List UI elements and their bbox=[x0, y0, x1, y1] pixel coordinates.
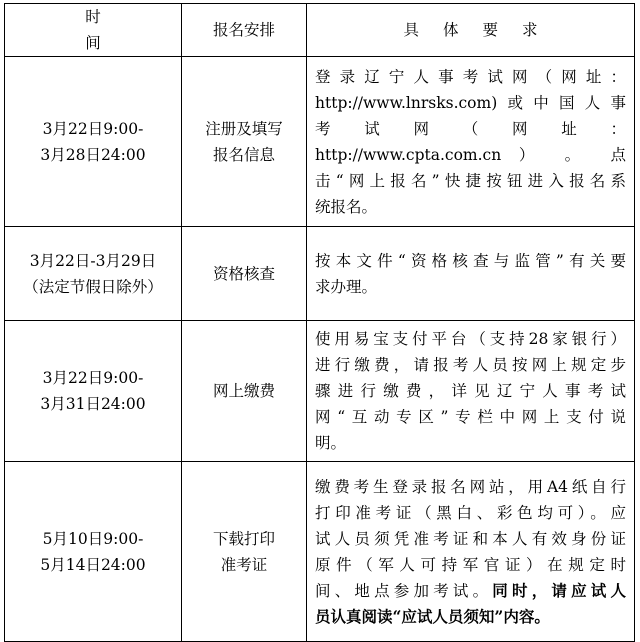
requirement-line: http://www.lnrsks.com)或中国人事 bbox=[315, 93, 626, 112]
header-requirements: 具体要求 bbox=[307, 4, 635, 57]
requirement-cell bbox=[307, 462, 635, 642]
table-row bbox=[5, 227, 635, 321]
requirement-line: 网“互动专区”专栏中网上支付说 bbox=[315, 408, 626, 426]
requirement-cell bbox=[307, 321, 635, 462]
table-header-row bbox=[5, 4, 635, 57]
requirement-line: 登录辽宁人事考试网（网址： bbox=[315, 67, 626, 86]
time-line: 5月14日24:00 bbox=[40, 555, 146, 574]
requirement-line: http://www.cpta.com.cn ） 。 点 bbox=[315, 145, 626, 164]
time-line: 3月31日24:00 bbox=[40, 395, 146, 413]
item-cell bbox=[182, 321, 307, 462]
requirement-cell bbox=[307, 57, 635, 227]
requirement-line: 缴费考生登录报名网站，用A4纸自行 bbox=[315, 477, 626, 496]
table-row bbox=[5, 57, 635, 227]
item-cell bbox=[182, 57, 307, 227]
time-cell bbox=[5, 462, 182, 642]
requirement-line: 进行缴费，请报考人员按网上规定步 bbox=[315, 356, 626, 374]
requirement-line: 统报名。 bbox=[315, 197, 378, 216]
requirement-text: 间、地点参加考试。 bbox=[315, 581, 493, 600]
item-cell bbox=[182, 227, 307, 321]
time-cell bbox=[5, 227, 182, 321]
item-line: 准考证 bbox=[220, 555, 268, 574]
requirement-line: 考 试 网 （ 网 址 ： bbox=[315, 119, 626, 138]
requirement-line: 击“网上报名”快捷按钮进入报名系 bbox=[315, 171, 626, 190]
time-line: 3月28日24:00 bbox=[40, 145, 146, 164]
requirement-line: 按本文件“资格核查与监管”有关要 bbox=[315, 251, 626, 270]
requirement-line: 骤进行缴费，详见辽宁人事考试 bbox=[315, 382, 626, 400]
time-cell bbox=[5, 57, 182, 227]
registration-schedule-table bbox=[4, 3, 635, 642]
requirement-emphasis: 同时，请应试人 bbox=[492, 580, 626, 600]
requirement-line: 原件（军人可持军官证）在规定时 bbox=[315, 555, 626, 574]
requirement-line: 明。 bbox=[315, 434, 347, 452]
item-line: 报名信息 bbox=[212, 145, 275, 164]
header-item: 报名安排 bbox=[182, 4, 307, 57]
requirement-cell bbox=[307, 227, 635, 321]
time-cell bbox=[5, 321, 182, 462]
time-line: 3月22日9:00- bbox=[42, 119, 144, 138]
requirement-line bbox=[315, 578, 626, 604]
table-row bbox=[5, 462, 635, 642]
requirement-line-emphasis: 员认真阅读“应试人员须知”内容。 bbox=[315, 606, 550, 626]
item-cell bbox=[182, 462, 307, 642]
item-line: 注册及填写 bbox=[205, 119, 283, 138]
table-row bbox=[5, 321, 635, 462]
time-line: （法定节假日除外） bbox=[23, 277, 163, 296]
requirement-line: 使用易宝支付平台（支持28家银行） bbox=[315, 330, 626, 348]
time-line: 5月10日9:00- bbox=[42, 529, 144, 548]
requirement-line: 求办理。 bbox=[315, 277, 378, 296]
item-line: 网上缴费 bbox=[212, 382, 275, 400]
header-time: 时间 bbox=[5, 4, 182, 57]
time-line: 3月22日-3月29日 bbox=[29, 251, 157, 270]
requirement-line: 打印准考证（黑白、彩色均可）。应 bbox=[315, 503, 626, 522]
requirement-line: 试人员须凭准考证和本人有效身份证 bbox=[315, 529, 626, 548]
item-line: 资格核查 bbox=[212, 264, 275, 283]
item-line: 下载打印 bbox=[212, 529, 275, 548]
time-line: 3月22日9:00- bbox=[42, 369, 144, 387]
